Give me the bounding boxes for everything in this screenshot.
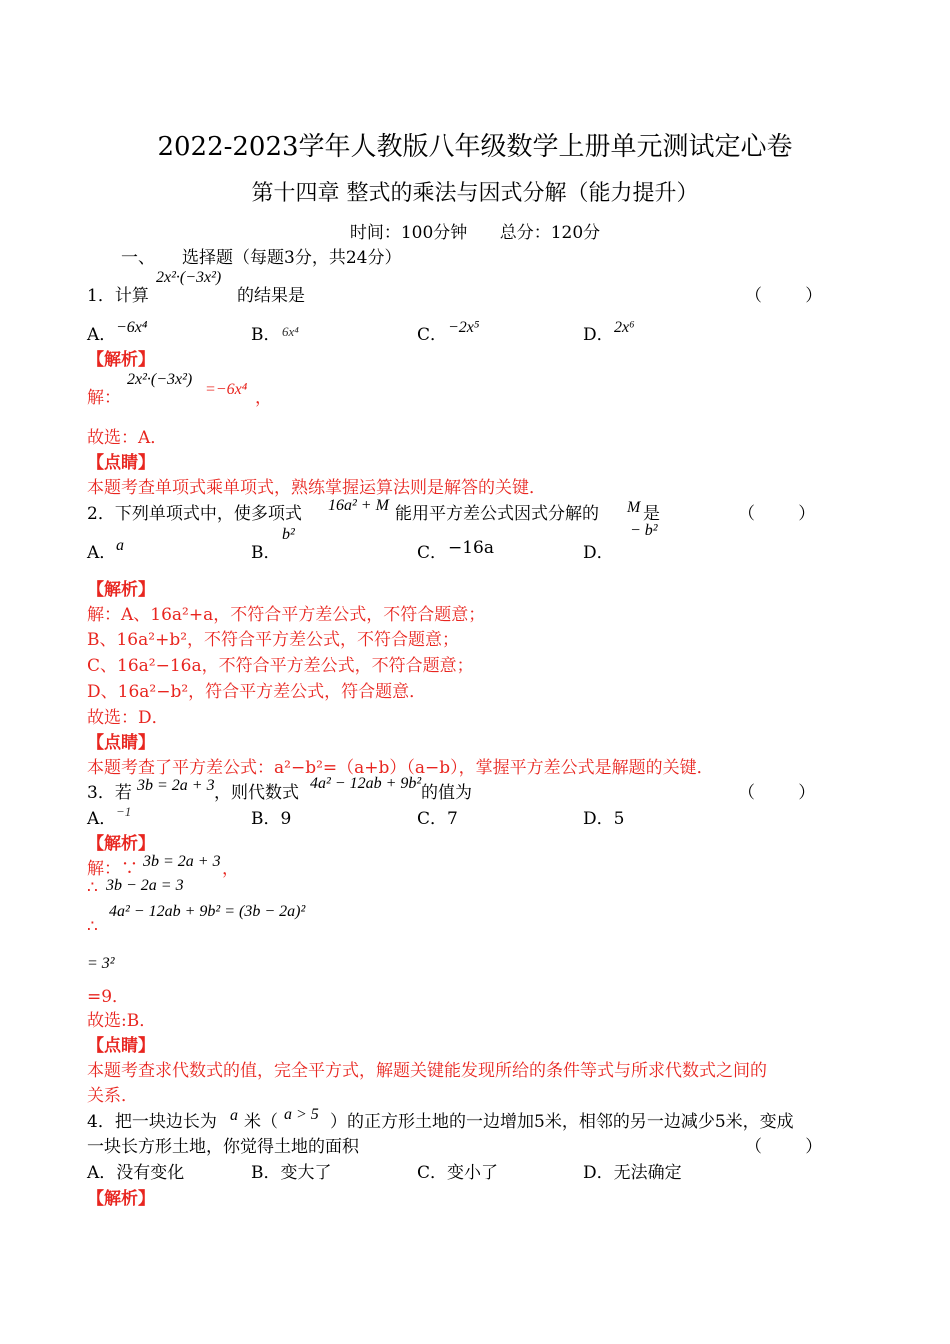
q3-choice: 故选:B． [87, 1011, 157, 1031]
q1-expression: 2x²·(−3x²) [156, 269, 222, 286]
q3-option-d: D．5 [583, 809, 625, 829]
q4-option-b: B．变大了 [251, 1163, 332, 1183]
q3-option-a: −1 [116, 804, 132, 819]
q1-stem-tail: 的结果是 [237, 286, 305, 306]
q3-comment-tag: 【点睛】 [87, 1036, 155, 1056]
q4-option-d: D．无法确定 [583, 1163, 682, 1183]
q4-variable-a: a [230, 1107, 238, 1124]
q2-solution-line-3: C、16a²−16a，不符合平方差公式，不符合题意； [87, 656, 474, 676]
q1-comment-tag: 【点睛】 [87, 453, 155, 473]
q2-stem: 2．下列单项式中，使多项式 [87, 504, 302, 524]
q1-stem: 1．计算 [87, 286, 149, 306]
q3-option-a-label: A． [87, 809, 117, 829]
q1-solution-comma: ， [255, 388, 272, 408]
chapter-subtitle: 第十四章 整式的乘法与因式分解（能力提升） [251, 181, 699, 206]
q2-expression: 16a² + M [328, 497, 389, 514]
document-title: 2022-2023学年人教版八年级数学上册单元测试定心卷 [157, 132, 793, 162]
q1-option-c: −2x⁵ [448, 319, 480, 336]
q3-expression: 4a² − 12ab + 9b² [310, 775, 422, 792]
q2-answer-bracket: （ ） [738, 504, 816, 524]
q2-comment-tag: 【点睛】 [87, 733, 155, 753]
q4-stem-line-1b: 米（ [244, 1112, 278, 1132]
q1-comment: 本题考查单项式乘单项式，熟练掌握运算法则是解答的关键． [87, 478, 546, 498]
q3-therefore-symbol-1: ∴ [87, 878, 98, 898]
q1-solution-result: =−6x⁴ [205, 381, 248, 398]
q1-solution-expression: 2x²·(−3x²) [127, 371, 193, 388]
q1-choice: 故选：A． [87, 428, 168, 448]
exam-meta: 时间：100分钟 总分：120分 [349, 223, 601, 243]
q1-option-a: −6x⁴ [116, 319, 148, 336]
q2-solution-line-4: D、16a²−b²，符合平方差公式，符合题意． [87, 682, 427, 702]
q2-option-b-label: B． [251, 543, 281, 563]
q3-solution-because-tail: ， [222, 859, 239, 879]
q3-stem-tail: 的值为 [421, 783, 472, 803]
section-heading: 一、 选择题（每题3分，共24分） [121, 248, 402, 268]
q3-solution-because: 解：∵ [87, 859, 138, 879]
q1-answer-bracket: （ ） [745, 286, 823, 306]
q4-option-a: A．没有变化 [87, 1163, 185, 1183]
q2-option-d-label: D． [583, 543, 614, 563]
q2-solution-line-1: 解：A、16a²+a，不符合平方差公式，不符合题意； [87, 605, 486, 625]
q1-solution-prefix: 解： [87, 388, 121, 408]
q2-stem-end: 是 [643, 504, 660, 524]
q2-choice: 故选：D． [87, 708, 169, 728]
q1-analysis-tag: 【解析】 [87, 350, 155, 370]
q2-variable-m: M [627, 499, 641, 516]
q2-option-a-label: A． [87, 543, 117, 563]
q3-step-value: =9． [87, 987, 130, 1007]
q2-option-d: − b² [630, 522, 658, 539]
q2-option-c: −16a [448, 538, 495, 558]
q4-stem-line-1c: ）的正方形土地的一边增加5米，相邻的另一边减少5米，变成 [330, 1112, 794, 1132]
q1-option-c-label: C． [417, 325, 448, 345]
q2-stem-tail: 能用平方差公式因式分解的 [395, 504, 599, 524]
q1-option-b-label: B． [251, 325, 281, 345]
q2-option-b: b² [282, 526, 295, 543]
q1-option-d-label: D． [583, 325, 614, 345]
q2-comment: 本题考查了平方差公式：a²−b²=（a+b）（a−b），掌握平方差公式是解题的关键． [87, 758, 714, 778]
q2-option-c-label: C． [417, 543, 448, 563]
q3-answer-bracket: （ ） [738, 783, 816, 803]
q4-condition: a > 5 [284, 1106, 319, 1123]
q3-condition: 3b = 2a + 3 [137, 777, 215, 794]
q3-therefore-expression-1: 3b − 2a = 3 [106, 877, 184, 894]
q3-analysis-tag: 【解析】 [87, 834, 155, 854]
q2-option-a: a [116, 537, 124, 554]
q3-option-c: C．7 [417, 809, 458, 829]
q1-option-d: 2x⁶ [614, 319, 635, 336]
q3-comment-line-1: 本题考查求代数式的值，完全平方式，解题关键能发现所给的条件等式与所求代数式之间的 [87, 1061, 767, 1081]
q4-stem-line-2: 一块长方形土地，你觉得土地的面积 [87, 1137, 359, 1157]
q3-step-square: = 3² [87, 955, 115, 972]
q3-therefore-expression-2: 4a² − 12ab + 9b² = (3b − 2a)² [109, 903, 306, 920]
q1-option-a-label: A． [87, 325, 117, 345]
q3-therefore-symbol-2: ∴ [87, 917, 98, 937]
q4-stem-line-1a: 4．把一块边长为 [87, 1112, 217, 1132]
q3-comment-line-2: 关系． [87, 1086, 138, 1106]
q3-stem-middle: ，则代数式 [214, 783, 299, 803]
q2-analysis-tag: 【解析】 [87, 580, 155, 600]
q4-answer-bracket: （ ） [745, 1137, 823, 1157]
q3-option-b: B．9 [251, 809, 292, 829]
q2-solution-line-2: B、16a²+b²，不符合平方差公式，不符合题意； [87, 630, 460, 650]
q1-option-b: 6x⁴ [282, 324, 299, 339]
q3-stem: 3．若 [87, 783, 132, 803]
q3-solution-because-expression: 3b = 2a + 3 [143, 853, 221, 870]
q4-analysis-tag: 【解析】 [87, 1189, 155, 1209]
q4-option-c: C．变小了 [417, 1163, 499, 1183]
